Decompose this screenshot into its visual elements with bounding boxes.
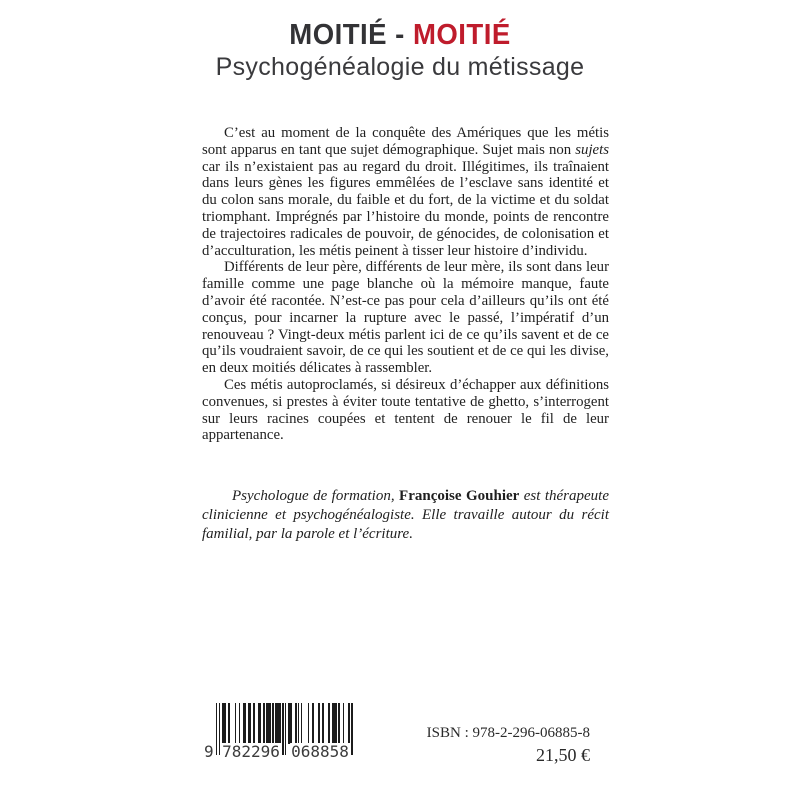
book-title <box>20 20 780 50</box>
barcode-digits-left: 782296 <box>222 742 280 761</box>
ean-barcode <box>204 703 358 761</box>
back-cover-blurb <box>202 125 609 444</box>
isbn-price-block <box>427 725 590 765</box>
barcode-digits-right: 068858 <box>291 742 349 761</box>
blurb-paragraph-2: Différents de leur père, différents de leur mère, ils sont dans leur famille comme une page blanche où la mémoire manque, faute d’avoir été racontée. N’est-ce pas pour cela d’ailleurs qu’ils ont été conçus, pour incarner la rupture avec le passé, l’impératif d’un renouveau ? Vingt-deux métis parlent ici de ce qu’ils savent et de ce qu’ils voudraient savoir, de ce qui les soutient et de ce qui les divise, en deux moitiés délicates à rassembler. <box>202 259 609 377</box>
author-name: Françoise Gouhier <box>399 488 520 504</box>
paragraph-1-text: C’est au moment de la conquête des Amériques que les métis sont apparus en tant que sujet démographique. Sujet mais non <box>202 125 609 158</box>
barcode-digit-first: 9 <box>204 742 214 761</box>
book-title-left: MOITIÉ <box>289 19 388 51</box>
book-title-separator: - <box>387 19 413 51</box>
author-bio-paragraph <box>202 487 609 544</box>
price-text: 21,50 € <box>536 745 590 765</box>
bio-text-continued: est thérapeute clinicienne et psychogénéalogiste. Elle travaille autour du récit familial, par la parole et l’écriture. <box>202 488 609 542</box>
title-block <box>0 20 800 82</box>
author-bio <box>202 487 609 544</box>
paragraph-1-italic-word: sujets <box>575 141 609 158</box>
blurb-paragraph-1 <box>202 125 609 259</box>
paragraph-1-text-continued: car ils n’existaient pas au regard du droit. Illégitimes, ils traînaient dans leurs gènes les figures emmêlées de l’esclave sans identité et du colon sans morale, du faible et du fort, de la victime et du soldat triomphant. Imprégnés par l’histoire du monde, points de rencontre de trajectoires radicales de pouvoir, de génocides, de colonisation et d’acculturation, les métis peinent à tisser leur histoire d’individu. <box>202 158 609 259</box>
isbn-text: ISBN : 978-2-296-06885-8 <box>426 725 590 741</box>
book-title-right: MOITIÉ <box>412 19 511 51</box>
bio-text: Psychologue de formation, <box>232 488 400 504</box>
blurb-paragraph-3: Ces métis autoproclamés, si désireux d’échapper aux définitions convenues, si prestes à éviter toute tentative de ghetto, s’interrogent sur leurs racines coupées et tentent de renouer le fil de leur appartenance. <box>202 376 609 444</box>
book-subtitle: Psychogénéalogie du métissage <box>215 53 585 82</box>
